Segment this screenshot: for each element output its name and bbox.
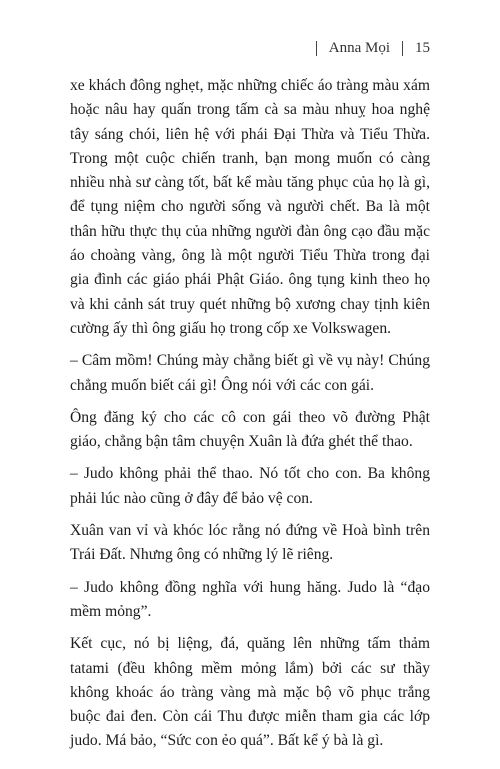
- header-divider: [402, 41, 403, 56]
- running-header: [316, 40, 430, 57]
- header-divider: [316, 41, 317, 56]
- paragraph: xe khách đông nghẹt, mặc những chiếc áo tràng màu xám hoặc nâu hay quấn trong tấm cà sa màu nhuỵ hoa nghệ tây sáng chói, liên hệ với phái Đại Thừa và Tiểu Thừa. Trong một cuộc chiến tranh, bạn mong muốn có càng nhiều nhà sư càng tốt, bất kể màu tăng phục của họ là gì, để tụng niệm cho người sống và người chết. Ba là một thân hữu thực thụ của những người đàn ông cạo đầu mặc áo choàng vàng, ông là một người Tiểu Thừa trong đại gia đình các giáo phái Phật Giáo. ông tụng kinh theo họ và khi cảnh sát truy quét những bộ xương chay tịnh kiên cường ấy thì ông giấu họ trong cốp xe Volkswagen.: [70, 77, 430, 337]
- page-body: [70, 74, 430, 762]
- paragraph: Kết cục, nó bị liệng, đá, quăng lên những tấm thảm tatami (đều không mềm mỏng lắm) bởi các sư thầy không khoác áo tràng vàng mà mặc bộ võ phục trắng buộc đai đen. Còn cái Thu được miễn tham gia các lớp judo. Má bảo, “Sức con ẻo quá”. Bất kể ý bà là gì.: [70, 635, 430, 750]
- paragraph: Xuân van vỉ và khóc lóc rằng nó đứng về Hoà bình trên Trái Đất. Nhưng ông có những lý lẽ riêng.: [70, 522, 430, 564]
- paragraph: Ông đăng ký cho các cô con gái theo võ đường Phật giáo, chẳng bận tâm chuyện Xuân là đứa ghét thể thao.: [70, 408, 430, 451]
- paragraph: – Judo không đồng nghĩa với hung hăng. Judo là “đạo mềm mỏng”.: [70, 578, 430, 620]
- header-author: Anna Mọi: [328, 40, 390, 56]
- paragraph: – Judo không phải thể thao. Nó tốt cho con. Ba không phải lúc nào cũng ở đây để bảo vệ con.: [70, 465, 430, 507]
- paragraph: – Câm mồm! Chúng mày chẳng biết gì về vụ này! Chúng chẳng muốn biết cái gì! Ông nói với các con gái.: [70, 352, 430, 394]
- page-number: 15: [415, 40, 430, 56]
